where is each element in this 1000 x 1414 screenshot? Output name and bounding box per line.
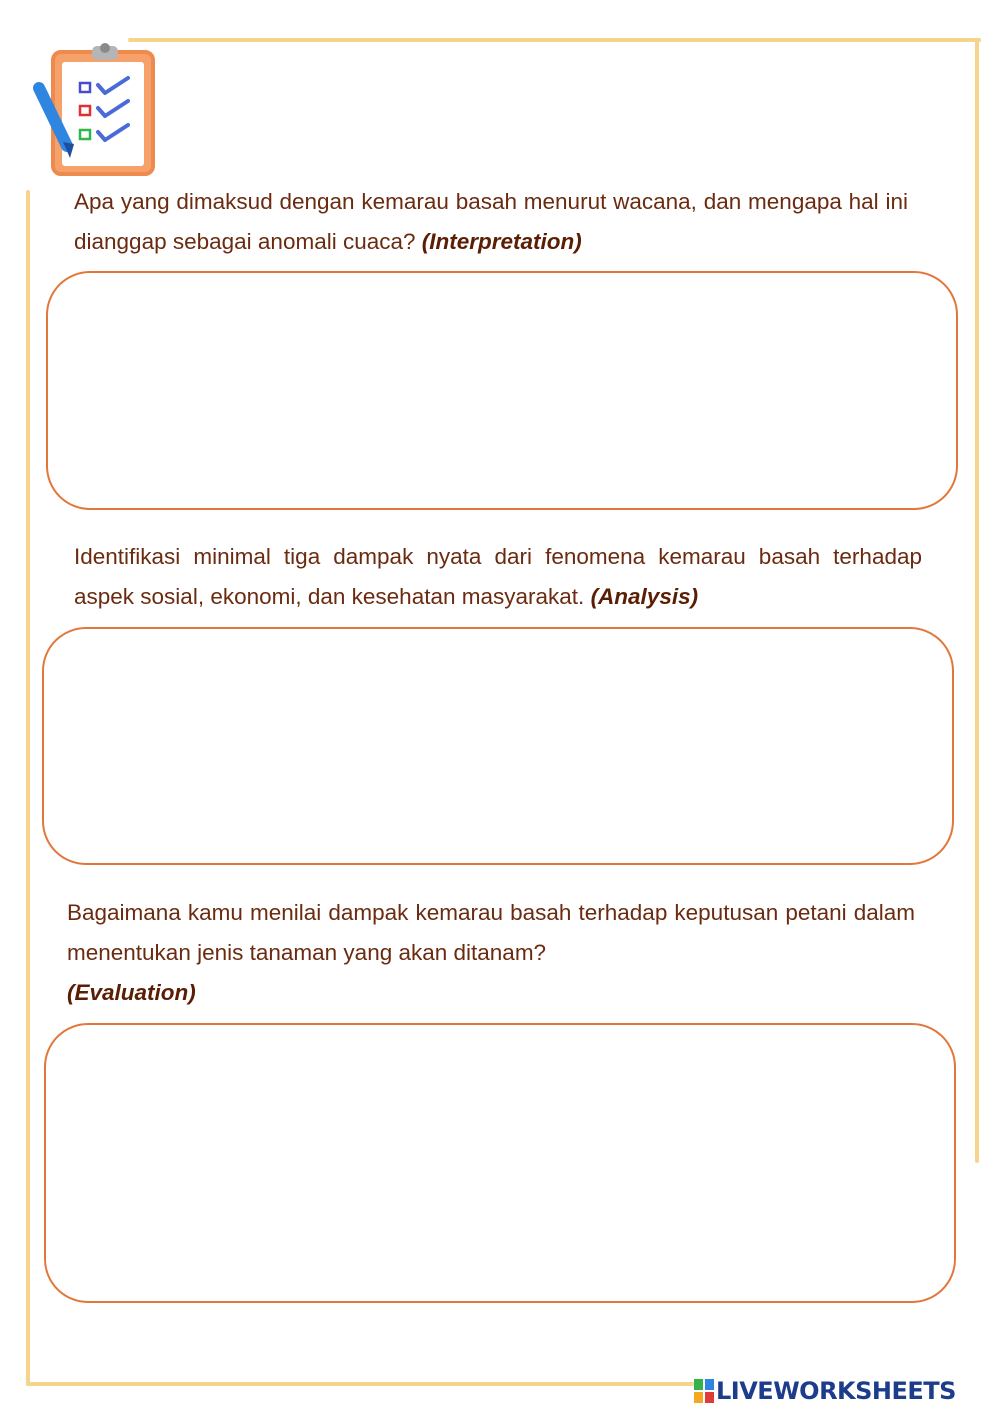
question-text: Identifikasi minimal tiga dampak nyata dari fenomena kemarau basah terhadap aspek sosial, ekonomi, dan kesehatan masyarakat.: [74, 544, 922, 609]
question-interpretation: [74, 182, 908, 262]
question-skill-tag: (Evaluation): [67, 980, 196, 1005]
brand-name: LIVEWORKSHEETS: [716, 1377, 956, 1405]
question-analysis: [74, 537, 922, 617]
answer-box-interpretation[interactable]: [46, 271, 958, 510]
question-evaluation: [67, 893, 915, 1013]
liveworksheets-logo-icon: [694, 1379, 714, 1403]
liveworksheets-brand[interactable]: [694, 1376, 956, 1406]
frame-border-top: [128, 38, 981, 42]
clipboard-checklist-icon: [30, 40, 160, 180]
answer-box-evaluation[interactable]: [44, 1023, 956, 1303]
frame-border-right: [975, 38, 979, 1163]
question-text: Apa yang dimaksud dengan kemarau basah menurut wacana, dan mengapa hal ini dianggap sebagai anomali cuaca?: [74, 189, 908, 254]
question-skill-tag: (Analysis): [590, 584, 699, 609]
question-skill-tag: (Interpretation): [421, 229, 582, 254]
frame-border-bottom: [26, 1382, 694, 1386]
frame-border-left: [26, 190, 30, 1386]
question-text: Bagaimana kamu menilai dampak kemarau basah terhadap keputusan petani dalam menentukan jenis tanaman yang akan ditanam?: [67, 900, 915, 965]
answer-box-analysis[interactable]: [42, 627, 954, 865]
